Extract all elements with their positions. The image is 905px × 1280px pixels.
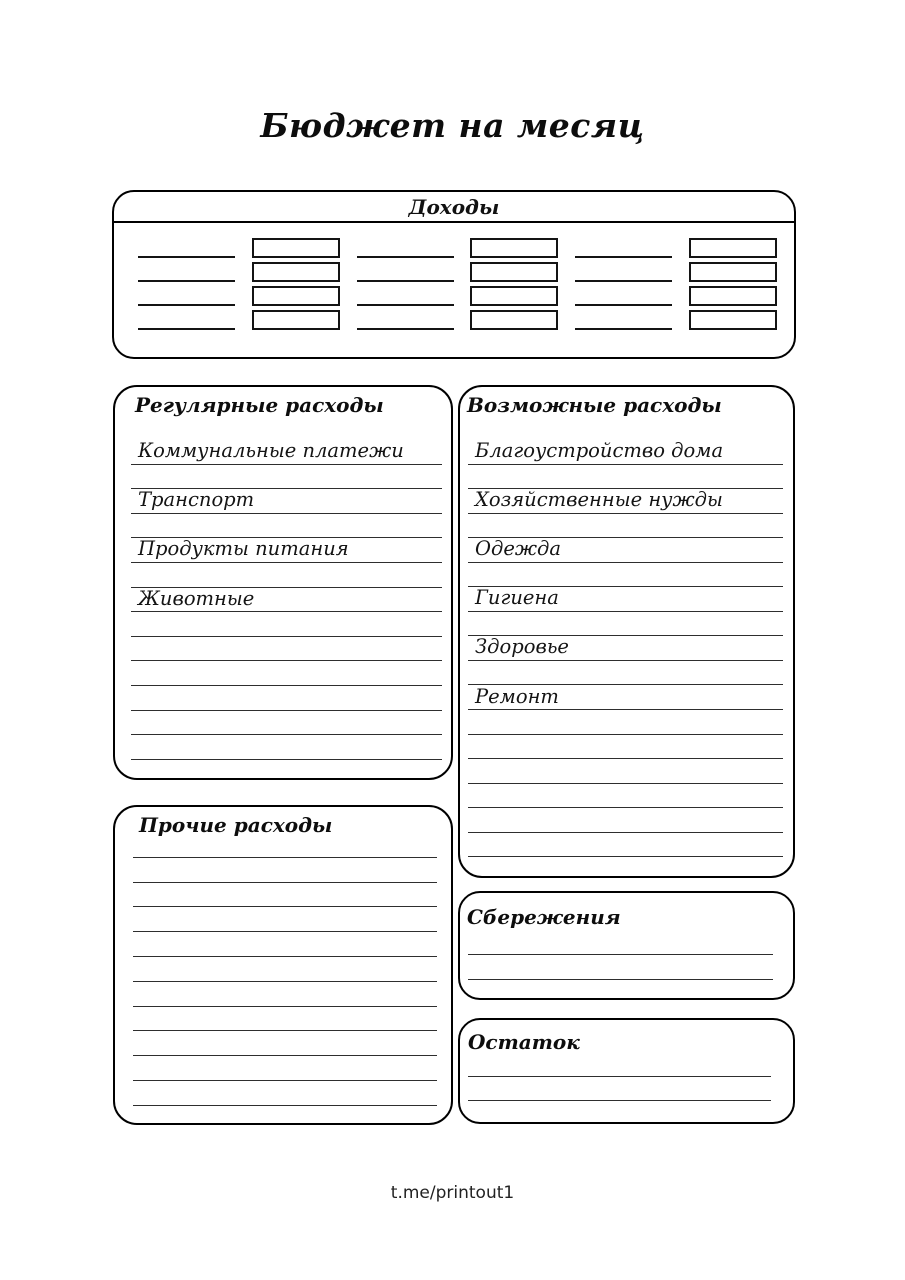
possible-expenses-section bbox=[458, 385, 795, 878]
expense-line[interactable] bbox=[468, 735, 783, 760]
expense-label bbox=[133, 978, 140, 981]
income-section bbox=[112, 190, 796, 359]
expense-line[interactable] bbox=[468, 440, 783, 465]
regular-expenses-title: Регулярные расходы bbox=[135, 393, 384, 417]
expense-label bbox=[131, 633, 138, 636]
expense-line[interactable] bbox=[133, 982, 437, 1007]
income-amount-box[interactable] bbox=[689, 238, 777, 258]
income-row bbox=[138, 258, 777, 282]
expense-label bbox=[131, 485, 138, 488]
expense-label bbox=[131, 534, 138, 537]
expense-label bbox=[133, 1027, 140, 1030]
savings-line[interactable] bbox=[468, 930, 773, 955]
possible-expenses-title: Возможные расходы bbox=[467, 393, 722, 417]
expense-label bbox=[468, 485, 475, 488]
income-amount-box[interactable] bbox=[470, 286, 558, 306]
expense-line[interactable] bbox=[468, 833, 783, 858]
expense-line[interactable] bbox=[468, 612, 783, 637]
remainder-title: Остаток bbox=[468, 1030, 580, 1054]
expense-line[interactable] bbox=[133, 1056, 437, 1081]
income-amount-box[interactable] bbox=[689, 310, 777, 330]
expense-label bbox=[133, 953, 140, 956]
expense-label bbox=[133, 903, 140, 906]
expense-line[interactable] bbox=[131, 711, 442, 736]
income-amount-box[interactable] bbox=[252, 286, 340, 306]
income-row bbox=[138, 306, 777, 330]
expense-line[interactable] bbox=[468, 514, 783, 539]
savings-lines bbox=[468, 930, 773, 980]
expense-label: Транспорт bbox=[138, 488, 255, 512]
remainder-line[interactable] bbox=[468, 1052, 771, 1077]
expense-label bbox=[133, 928, 140, 931]
expense-label bbox=[468, 681, 475, 684]
expense-line[interactable] bbox=[468, 587, 783, 612]
expense-label bbox=[468, 755, 475, 758]
expense-label bbox=[468, 780, 475, 783]
income-amount-box[interactable] bbox=[689, 262, 777, 282]
expense-line[interactable] bbox=[468, 685, 783, 710]
savings-title: Сбережения bbox=[467, 905, 621, 929]
expense-label bbox=[468, 829, 475, 832]
other-expenses-title: Прочие расходы bbox=[139, 813, 333, 837]
expense-line[interactable] bbox=[468, 759, 783, 784]
expense-line[interactable] bbox=[131, 661, 442, 686]
expense-label bbox=[468, 583, 475, 586]
expense-label bbox=[133, 854, 140, 857]
expense-label bbox=[131, 707, 138, 710]
footer-link: t.me/printout1 bbox=[390, 1183, 515, 1203]
expense-label bbox=[133, 879, 140, 882]
expense-line[interactable] bbox=[131, 514, 442, 539]
possible-expenses-lines bbox=[468, 440, 783, 857]
regular-expenses-lines bbox=[131, 440, 442, 760]
expense-line[interactable] bbox=[468, 636, 783, 661]
expense-line[interactable] bbox=[468, 808, 783, 833]
expense-label bbox=[131, 657, 138, 660]
income-source-line[interactable] bbox=[357, 328, 454, 330]
savings-section bbox=[458, 891, 795, 1000]
expense-line[interactable] bbox=[468, 563, 783, 588]
savings-label bbox=[468, 976, 475, 979]
income-source-line[interactable] bbox=[138, 328, 235, 330]
expense-label: Благоустройство дома bbox=[475, 439, 724, 463]
expense-label bbox=[131, 584, 138, 587]
expense-line[interactable] bbox=[131, 563, 442, 588]
income-amount-box[interactable] bbox=[470, 262, 558, 282]
expense-label bbox=[468, 534, 475, 537]
expense-line[interactable] bbox=[133, 957, 437, 982]
expense-line[interactable] bbox=[133, 833, 437, 858]
expense-label: Здоровье bbox=[475, 635, 569, 659]
income-section-title: Доходы bbox=[114, 192, 794, 223]
expense-label bbox=[131, 731, 138, 734]
expense-label: Хозяйственные нужды bbox=[475, 488, 723, 512]
expense-line[interactable] bbox=[468, 538, 783, 563]
income-amount-box[interactable] bbox=[252, 310, 340, 330]
expense-label: Животные bbox=[138, 586, 255, 610]
other-expenses-section bbox=[113, 805, 453, 1125]
income-grid bbox=[114, 234, 794, 330]
expense-label bbox=[468, 804, 475, 807]
savings-label bbox=[468, 951, 475, 954]
expense-line[interactable] bbox=[133, 1031, 437, 1056]
expense-label: Ремонт bbox=[475, 684, 559, 708]
income-source-line[interactable] bbox=[575, 328, 672, 330]
expense-line[interactable] bbox=[468, 710, 783, 735]
expense-line[interactable] bbox=[133, 1081, 437, 1106]
income-row bbox=[138, 234, 777, 258]
expense-line[interactable] bbox=[468, 489, 783, 514]
income-amount-box[interactable] bbox=[689, 286, 777, 306]
expense-line[interactable] bbox=[131, 735, 442, 760]
expense-line[interactable] bbox=[131, 686, 442, 711]
expense-label bbox=[133, 1052, 140, 1055]
expense-line[interactable] bbox=[131, 440, 442, 465]
expense-label bbox=[468, 731, 475, 734]
expense-label: Коммунальные платежи bbox=[138, 439, 404, 463]
regular-expenses-section bbox=[113, 385, 453, 780]
expense-label bbox=[133, 1003, 140, 1006]
expense-line[interactable] bbox=[468, 784, 783, 809]
expense-label bbox=[131, 756, 138, 759]
expense-line[interactable] bbox=[131, 538, 442, 563]
expense-label: Продукты питания bbox=[138, 537, 349, 561]
expense-line[interactable] bbox=[131, 465, 442, 490]
expense-line[interactable] bbox=[133, 907, 437, 932]
expense-label bbox=[468, 853, 475, 856]
expense-label bbox=[131, 682, 138, 685]
expense-label bbox=[133, 1102, 140, 1105]
income-amount-box[interactable] bbox=[252, 262, 340, 282]
expense-line[interactable] bbox=[133, 858, 437, 883]
income-amount-box[interactable] bbox=[252, 238, 340, 258]
savings-line[interactable] bbox=[468, 955, 773, 980]
expense-label: Гигиена bbox=[475, 586, 559, 610]
income-amount-box[interactable] bbox=[470, 310, 558, 330]
expense-label bbox=[468, 632, 475, 635]
expense-label bbox=[133, 1077, 140, 1080]
income-row bbox=[138, 282, 777, 306]
expense-line[interactable] bbox=[133, 932, 437, 957]
expense-label: Одежда bbox=[475, 537, 562, 561]
income-amount-box[interactable] bbox=[470, 238, 558, 258]
expense-line[interactable] bbox=[131, 489, 442, 514]
expense-line[interactable] bbox=[468, 465, 783, 490]
expense-line[interactable] bbox=[131, 637, 442, 662]
remainder-section bbox=[458, 1018, 795, 1124]
expense-line[interactable] bbox=[131, 612, 442, 637]
expense-line[interactable] bbox=[133, 1007, 437, 1032]
expense-line[interactable] bbox=[133, 883, 437, 908]
expense-line[interactable] bbox=[468, 661, 783, 686]
page-title: Бюджет на месяц bbox=[260, 106, 645, 145]
remainder-label bbox=[468, 1073, 475, 1076]
remainder-label bbox=[468, 1097, 475, 1100]
remainder-lines bbox=[468, 1052, 771, 1101]
remainder-line[interactable] bbox=[468, 1077, 771, 1102]
other-expenses-lines bbox=[133, 833, 437, 1106]
expense-line[interactable] bbox=[131, 588, 442, 613]
